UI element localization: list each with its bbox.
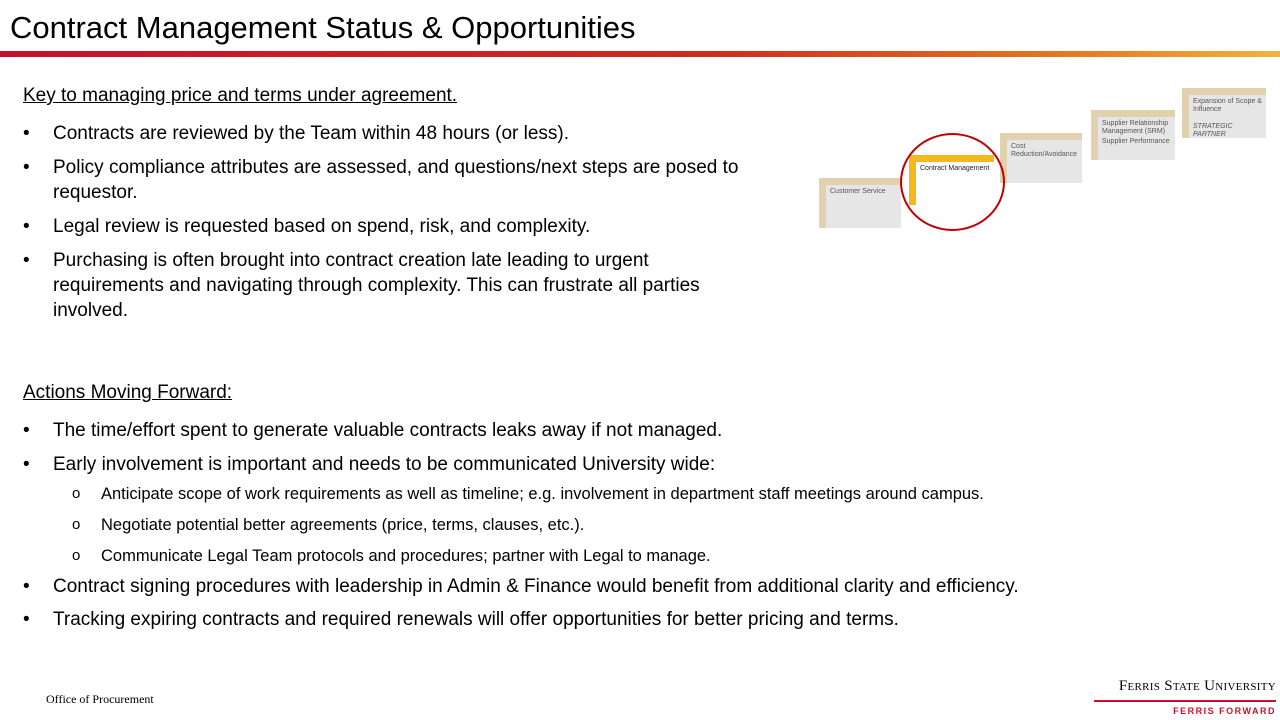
diagram-step-strategic-partner [1182,88,1266,138]
actions-bullet-list [0,418,1240,632]
sub-bullet-text: Negotiate potential better agreements (price, terms, clauses, etc.). [101,516,585,534]
logo-wordmark: Ferris State University [1118,678,1276,694]
slide-title: Contract Management Status & Opportunities [10,10,636,45]
sub-bullet-marker: o [72,485,81,502]
diagram-step-cost-reduction [1000,133,1082,183]
list-item [0,155,740,205]
step-sublabel: STRATEGIC PARTNER [1193,123,1233,138]
sub-bullet-text: Communicate Legal Team protocols and procedures; partner with Legal to manage. [101,547,711,565]
logo-tagline: FERRIS FORWARD [1173,706,1276,716]
key-bullet-list [0,121,740,323]
list-item [0,248,740,323]
highlight-circle [900,133,1005,231]
bullet-text: Contract signing procedures with leadership in Admin & Finance would benefit from additional clarity and efficiency. [53,576,1019,597]
step-label: Expansion of Scope & Influence [1193,98,1262,113]
list-item [0,418,1240,443]
list-item [0,574,1240,599]
bullet-text: The time/effort spent to generate valuable contracts leaks away if not managed. [53,420,723,441]
list-item [0,607,1240,632]
bullet-marker: • [23,216,30,237]
list-item [0,121,740,146]
sub-bullet-text: Anticipate scope of work requirements as well as timeline; e.g. involvement in department staff meetings around campus. [101,485,984,503]
step-bar [1091,110,1098,160]
step-bar [1182,88,1189,138]
sub-list-item [0,483,1240,505]
sub-bullet-marker: o [72,516,81,533]
step-bar [819,178,901,185]
bullet-text: Policy compliance attributes are assessed, and questions/next steps are posed to requestor. [53,157,739,203]
step-bar [1000,133,1082,140]
step-bar [1091,110,1175,117]
bullet-text: Legal review is requested based on spend, risk, and complexity. [53,216,591,237]
bullet-text: Purchasing is often brought into contract creation late leading to urgent requirements and navigating through complexity. This can frustrate all parties involved. [53,250,700,321]
bullet-marker: • [23,420,30,441]
university-logo [1094,678,1276,718]
bullet-marker: • [23,250,30,271]
footer-office-name: Office of Procurement [46,692,154,706]
bullet-marker: • [23,123,30,144]
step-label: Supplier Relationship Management (SRM) [1102,120,1169,135]
diagram-step-srm [1091,110,1175,160]
sub-bullet-marker: o [72,547,81,564]
section-actions-heading: Actions Moving Forward: [23,382,233,403]
title-divider [0,51,1280,57]
step-sublabel: Supplier Performance [1102,138,1170,145]
sub-list-item [0,545,1240,567]
list-item [0,214,740,239]
step-label: Cost Reduction/Avoidance [1011,143,1078,158]
bullet-marker: • [23,157,30,178]
bullet-marker: • [23,454,30,475]
section-key-heading: Key to managing price and terms under agreement. [23,85,458,106]
bullet-text: Contracts are reviewed by the Team within 48 hours (or less). [53,123,570,144]
bullet-text: Tracking expiring contracts and required renewals will offer opportunities for better pricing and terms. [53,609,899,630]
bullet-text: Early involvement is important and needs to be communicated University wide: [53,454,716,475]
step-label: Contract Management [920,165,990,172]
bullet-marker: • [23,576,30,597]
step-bar [819,178,826,228]
logo-rule [1094,700,1276,702]
bullet-marker: • [23,609,30,630]
step-label: Customer Service [830,188,886,195]
diagram-step-customer-service [819,178,901,228]
step-bar [1182,88,1266,95]
sub-list-item [0,514,1240,536]
list-item [0,452,1240,477]
